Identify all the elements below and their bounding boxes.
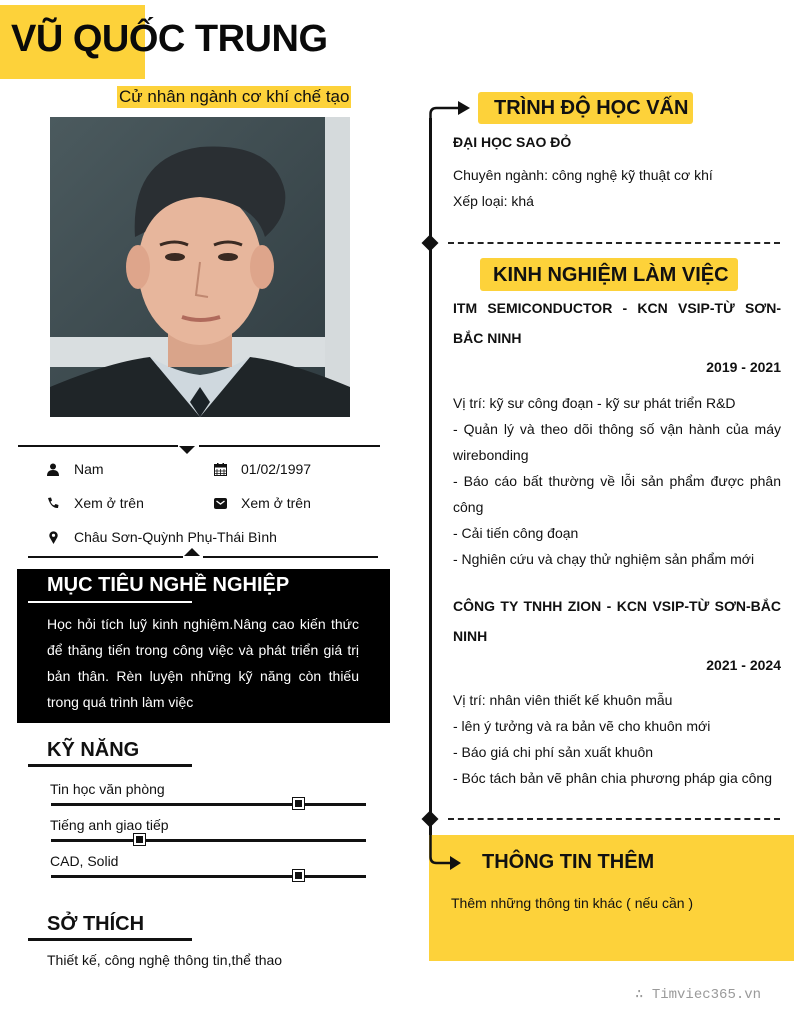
map-marker-icon <box>46 530 60 544</box>
skill-bar <box>51 839 366 842</box>
job-duty: - Nghiên cứu và chạy thử nghiệm sản phẩm mới <box>453 551 755 567</box>
extra-info-text: Thêm những thông tin khác ( nếu cần ) <box>451 895 694 911</box>
profile-photo <box>50 117 350 417</box>
job-entry <box>453 293 781 572</box>
triangle-up-icon <box>184 548 200 556</box>
job-company-line1: ITM SEMICONDUCTOR - KCN VSIP-TỪ SƠN- <box>453 300 781 316</box>
skills-underline <box>28 764 192 767</box>
triangle-down-icon <box>179 446 195 454</box>
career-objective-section <box>17 569 390 723</box>
email-value: Xem ở trên <box>241 495 311 511</box>
skill-label: Tin học văn phòng <box>50 781 165 797</box>
arrow-right-icon <box>428 835 464 875</box>
hobbies-title: SỞ THÍCH <box>47 913 145 935</box>
info-phone <box>46 495 144 511</box>
info-email <box>213 495 311 511</box>
info-address <box>46 529 277 545</box>
phone-icon <box>46 496 60 510</box>
candidate-title: Cử nhân ngành cơ khí chế tạo <box>119 87 350 106</box>
job-duty: - Quản lý và theo dõi thông số vận hành của máy wirebonding <box>453 421 781 463</box>
info-divider-top-right <box>199 445 380 447</box>
portrait-placeholder-icon <box>50 117 350 417</box>
info-gender <box>46 461 104 477</box>
job-period: 2021 - 2024 <box>706 657 781 673</box>
objective-text: Học hỏi tích luỹ kinh nghiệm.Nâng cao kiến thức để thăng tiến trong công việc và phát triển giá trị bản thân. Rèn luyện những kỹ năng còn thiếu trong quá trình làm việc <box>47 616 359 710</box>
job-duty: - lên ý tưởng và ra bản vẽ cho khuôn mới <box>453 718 711 734</box>
education-major: Chuyên ngành: công nghệ kỹ thuật cơ khí <box>453 167 713 183</box>
extra-info-title: THÔNG TIN THÊM <box>482 851 655 873</box>
info-birthday <box>213 461 311 477</box>
job-company-line2: BẮC NINH <box>453 330 522 346</box>
hobbies-underline <box>28 938 192 941</box>
experience-title: KINH NGHIỆM LÀM VIỆC <box>493 264 729 286</box>
section-divider-dashed <box>448 242 780 244</box>
user-icon <box>46 462 60 476</box>
skill-bar <box>51 803 366 806</box>
candidate-name: VŨ QUỐC TRUNG <box>11 18 328 60</box>
job-duty: - Bóc tách bản vẽ phân chia phương pháp gia công <box>453 770 772 786</box>
education-rank: Xếp loại: khá <box>453 193 534 209</box>
education-title: TRÌNH ĐỘ HỌC VẤN <box>494 97 689 119</box>
info-divider-bottom-right <box>203 556 378 558</box>
job-duty: - Báo cáo bất thường về lỗi sản phẩm được phân công <box>453 473 781 515</box>
job-duty: - Cải tiến công đoạn <box>453 525 579 541</box>
job-company-line2: NINH <box>453 628 488 644</box>
hobbies-text: Thiết kế, công nghệ thông tin,thể thao <box>47 952 283 968</box>
skill-level-marker <box>293 798 304 809</box>
phone-value: Xem ở trên <box>74 495 144 511</box>
timeline-diamond-icon <box>422 811 439 828</box>
job-position: Vị trí: nhân viên thiết kế khuôn mẫu <box>453 692 673 708</box>
arrow-right-icon <box>428 98 473 124</box>
skills-title: KỸ NĂNG <box>47 739 140 761</box>
envelope-icon <box>213 496 227 510</box>
job-period: 2019 - 2021 <box>706 359 781 375</box>
school-name: ĐẠI HỌC SAO ĐỎ <box>453 134 572 150</box>
info-divider-top-left <box>18 445 178 447</box>
job-entry <box>453 591 781 791</box>
skill-label: Tiếng anh giao tiếp <box>50 817 169 833</box>
job-company-line1: CÔNG TY TNHH ZION - KCN VSIP-TỪ SƠN-BẮC <box>453 598 781 614</box>
section-divider-dashed <box>448 818 780 820</box>
objective-title: MỤC TIÊU NGHỀ NGHIỆP <box>47 574 290 596</box>
timeline-line <box>429 118 432 838</box>
objective-underline <box>28 601 192 603</box>
skill-label: CAD, Solid <box>50 853 119 869</box>
skill-bar <box>51 875 366 878</box>
skill-level-marker <box>293 870 304 881</box>
job-duty: - Báo giá chi phí sản xuất khuôn <box>453 744 654 760</box>
address-value: Châu Sơn-Quỳnh Phụ-Thái Bình <box>74 529 277 545</box>
watermark: ∴ Timviec365.vn <box>635 987 762 1003</box>
birthday-value: 01/02/1997 <box>241 461 312 477</box>
gender-value: Nam <box>74 461 104 477</box>
job-position: Vị trí: kỹ sư công đoạn - kỹ sư phát triển R&D <box>453 395 736 411</box>
timeline-diamond-icon <box>422 235 439 252</box>
skill-level-marker <box>134 834 145 845</box>
info-divider-bottom-left <box>28 556 183 558</box>
calendar-icon <box>213 462 227 476</box>
